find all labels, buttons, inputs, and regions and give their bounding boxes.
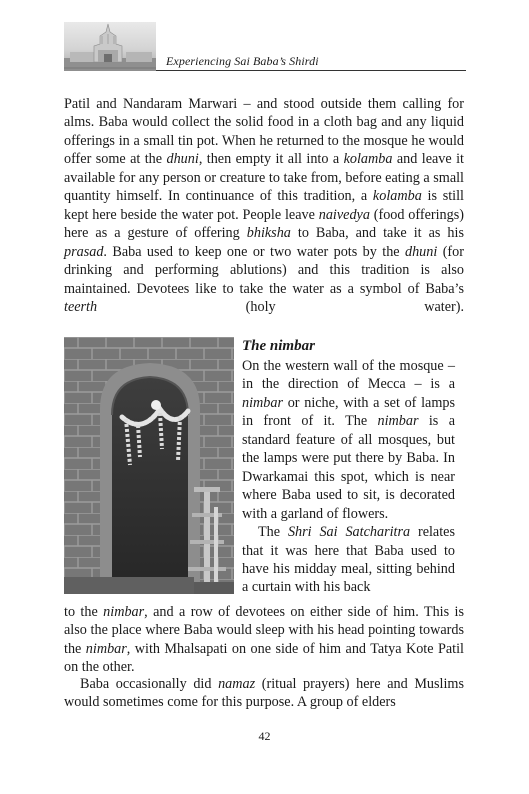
header-temple-photo [64, 22, 156, 71]
nimbar-photo [64, 337, 234, 594]
section-heading-nimbar: The nimbar [242, 338, 315, 354]
page-number: 42 [258, 729, 271, 743]
paragraph-3-continued: to the nimbar, and a row of devotees on either side of him. This is also the place where Baba would sleep with his head pointing towards the nimbar, with Mhalsapati on one side of him and Tatya Kote Patil on the other. [64, 604, 464, 676]
paragraph-1: Patil and Nandaram Marwari – and stood outside them calling for alms. Baba would collect the solid food in a cloth bag and any liquid offerings in a small tin pot. When he returned to the mosque he would offer some at the dhuni, then empty it all into a kolamba and leave it available for any person or creature to take from, before eating a small quantity himself. In continuance of this tradition, a kolamba is still kept here beside the water pot. People leave naivedya (food offerings) here as a gesture of offering bhiksha to Baba, and take it as his prasad. Baba used to keep one or two water pots by the dhuni (for drinking and performing ablutions) and this tradition is also maintained. Devotees like to take the water as a symbol of Baba’s teerth (holy water). [64, 96, 464, 315]
paragraph-2: On the western wall of the mosque – in the direction of Mecca – is a nimbar or niche, with a set of lamps in front of it. The nimbar is a standard feature of all mosques, but the lamps were put there by Baba. In Dwarkamai this spot, which is near where Baba used to sit, is decorated with a garland of flowers. The Shri Sai Satcharitra relates that it was here that Baba used to have his midday meal, sitting behind a curtain with his back [242, 358, 455, 596]
nimbar-niche-image [64, 337, 234, 594]
header-rule [156, 70, 466, 71]
paragraph-4: Baba occasionally did namaz (ritual prayers) here and Muslims would sometimes come for this purpose. A group of elders [64, 676, 464, 711]
running-title: Experiencing Sai Baba’s Shirdi [166, 54, 319, 68]
temple-icon [64, 22, 156, 71]
